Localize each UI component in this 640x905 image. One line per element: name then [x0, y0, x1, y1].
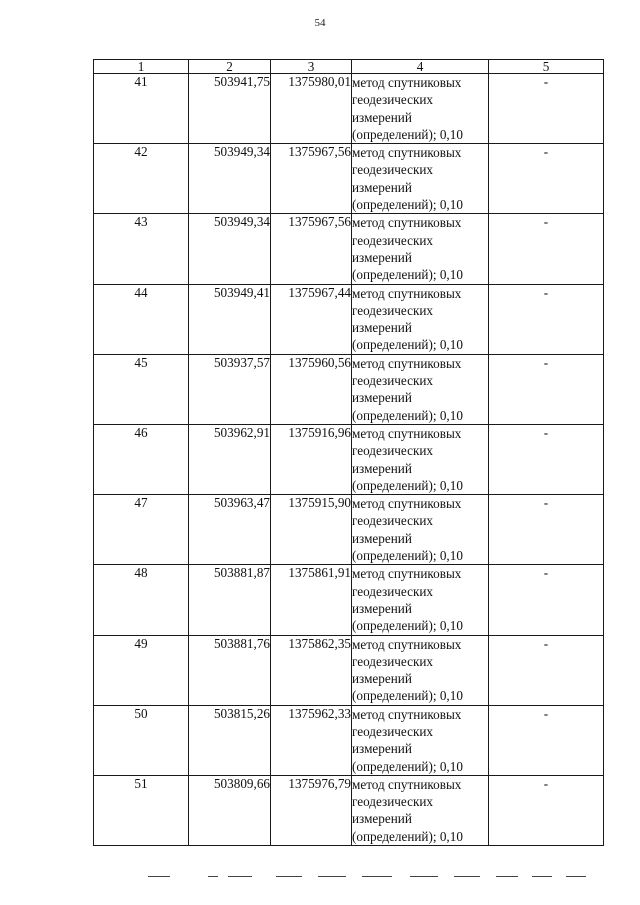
method-line: метод спутниковых [352, 145, 462, 161]
method-line: (определений); 0,10 [352, 337, 463, 353]
method-line: геодезических [352, 302, 434, 318]
method-line: геодезических [352, 513, 434, 529]
method-line: (определений); 0,10 [352, 267, 463, 283]
column-header-3: 3 [271, 60, 352, 74]
method-line: измерений [352, 390, 412, 406]
coordinate-y: 1375980,01 [271, 74, 352, 144]
point-number: 50 [94, 705, 189, 775]
method-line: измерений [352, 109, 412, 125]
table-row [94, 565, 604, 635]
table-row [94, 284, 604, 354]
coordinate-y: 1375960,56 [271, 354, 352, 424]
method-line: измерений [352, 811, 412, 827]
method-line: измерений [352, 671, 412, 687]
method-description [352, 495, 489, 565]
method-line: метод спутниковых [352, 776, 462, 792]
table-row [94, 214, 604, 284]
coordinate-x: 503941,75 [189, 74, 271, 144]
column-5-value: - [489, 144, 604, 214]
column-5-value: - [489, 705, 604, 775]
method-line: геодезических [352, 653, 434, 669]
method-line: метод спутниковых [352, 496, 462, 512]
coordinate-x: 503949,34 [189, 214, 271, 284]
column-header-1: 1 [94, 60, 189, 74]
method-line: (определений); 0,10 [352, 828, 463, 844]
method-line: (определений); 0,10 [352, 758, 463, 774]
table-row [94, 144, 604, 214]
method-line: геодезических [352, 162, 434, 178]
method-line: метод спутниковых [352, 425, 462, 441]
coordinate-y: 1375861,91 [271, 565, 352, 635]
method-description [352, 144, 489, 214]
coordinate-x: 503949,41 [189, 284, 271, 354]
method-line: измерений [352, 530, 412, 546]
method-line: геодезических [352, 583, 434, 599]
method-description [352, 284, 489, 354]
point-number: 44 [94, 284, 189, 354]
table-row [94, 635, 604, 705]
point-number: 51 [94, 775, 189, 845]
table-row [94, 495, 604, 565]
table-body [94, 74, 604, 846]
method-line: метод спутниковых [352, 355, 462, 371]
method-line: (определений); 0,10 [352, 407, 463, 423]
column-5-value: - [489, 424, 604, 494]
coordinate-x: 503815,26 [189, 705, 271, 775]
method-line: метод спутниковых [352, 566, 462, 582]
method-line: (определений); 0,10 [352, 618, 463, 634]
coordinates-table [93, 59, 604, 846]
column-5-value: - [489, 495, 604, 565]
method-line: (определений); 0,10 [352, 688, 463, 704]
method-line: измерений [352, 320, 412, 336]
method-description [352, 705, 489, 775]
method-line: метод спутниковых [352, 636, 462, 652]
point-number: 41 [94, 74, 189, 144]
method-line: (определений); 0,10 [352, 477, 463, 493]
method-description [352, 635, 489, 705]
column-header-2: 2 [189, 60, 271, 74]
coordinate-y: 1375962,33 [271, 705, 352, 775]
method-line: геодезических [352, 794, 434, 810]
coordinate-y: 1375862,35 [271, 635, 352, 705]
coordinate-x: 503881,87 [189, 565, 271, 635]
coordinate-x: 503949,34 [189, 144, 271, 214]
column-5-value: - [489, 635, 604, 705]
coordinate-y: 1375915,90 [271, 495, 352, 565]
column-5-value: - [489, 775, 604, 845]
point-number: 46 [94, 424, 189, 494]
method-line: измерений [352, 741, 412, 757]
method-line: (определений); 0,10 [352, 197, 463, 213]
header-row [94, 60, 604, 74]
point-number: 48 [94, 565, 189, 635]
method-line: измерений [352, 249, 412, 265]
column-header-4: 4 [352, 60, 489, 74]
method-description [352, 424, 489, 494]
method-line: геодезических [352, 232, 434, 248]
table-row [94, 705, 604, 775]
method-line: геодезических [352, 373, 434, 389]
column-5-value: - [489, 74, 604, 144]
coordinate-y: 1375967,56 [271, 144, 352, 214]
column-5-value: - [489, 354, 604, 424]
table-row [94, 74, 604, 144]
table-header [94, 60, 604, 74]
method-line: метод спутниковых [352, 75, 462, 90]
coordinate-x: 503809,66 [189, 775, 271, 845]
method-line: геодезических [352, 723, 434, 739]
point-number: 42 [94, 144, 189, 214]
point-number: 47 [94, 495, 189, 565]
coordinate-x: 503963,47 [189, 495, 271, 565]
coordinate-y: 1375916,96 [271, 424, 352, 494]
method-line: измерений [352, 600, 412, 616]
table-row [94, 775, 604, 845]
table-row [94, 354, 604, 424]
method-description [352, 354, 489, 424]
page-number: 54 [314, 17, 326, 29]
point-number: 49 [94, 635, 189, 705]
coordinate-y: 1375967,44 [271, 284, 352, 354]
column-header-5: 5 [489, 60, 604, 74]
method-line: измерений [352, 460, 412, 476]
method-line: метод спутниковых [352, 706, 462, 722]
method-line: геодезических [352, 92, 434, 108]
method-line: метод спутниковых [352, 285, 462, 301]
coordinate-x: 503881,76 [189, 635, 271, 705]
method-line: геодезических [352, 443, 434, 459]
coordinate-x: 503962,91 [189, 424, 271, 494]
method-description [352, 214, 489, 284]
point-number: 43 [94, 214, 189, 284]
point-number: 45 [94, 354, 189, 424]
footer-scan-marks [148, 876, 618, 882]
method-line: (определений); 0,10 [352, 548, 463, 564]
coordinate-y: 1375967,56 [271, 214, 352, 284]
method-line: (определений); 0,10 [352, 126, 463, 142]
coordinate-x: 503937,57 [189, 354, 271, 424]
method-description [352, 74, 489, 144]
table-row [94, 424, 604, 494]
method-description [352, 775, 489, 845]
method-line: метод спутниковых [352, 215, 462, 231]
column-5-value: - [489, 565, 604, 635]
method-description [352, 565, 489, 635]
coordinate-y: 1375976,79 [271, 775, 352, 845]
column-5-value: - [489, 214, 604, 284]
method-line: измерений [352, 179, 412, 195]
column-5-value: - [489, 284, 604, 354]
